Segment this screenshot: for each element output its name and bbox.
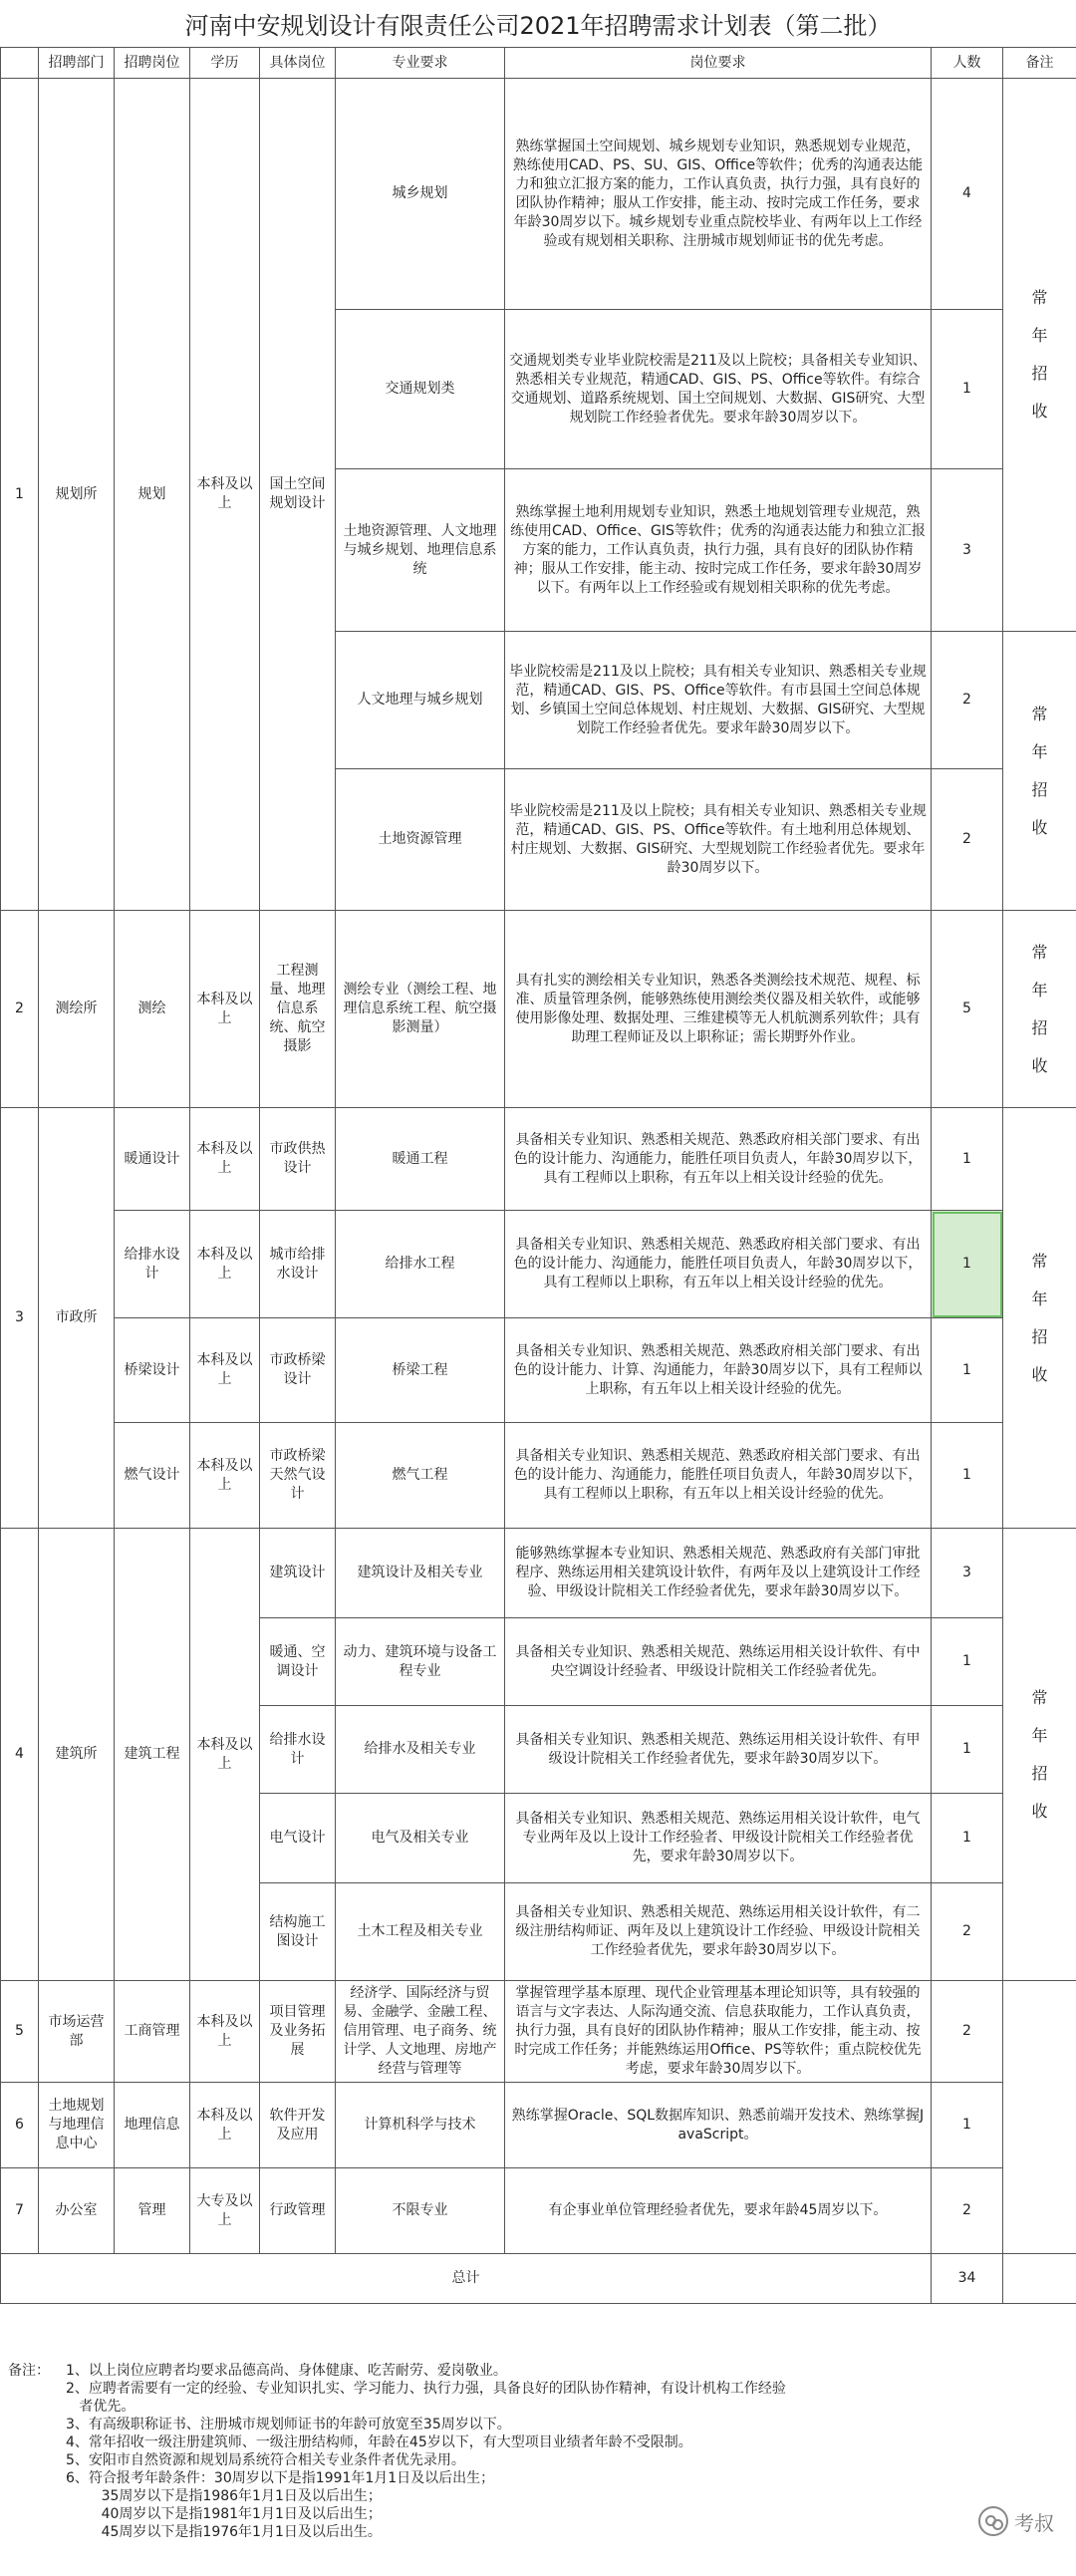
cell-dept: 市场运营部 xyxy=(39,1981,115,2083)
cell-req: 毕业院校需是211及以上院校；具有相关专业知识、熟悉相关专业规范，精通CAD、GIS、PS、Office等软件。有土地利用总体规划、村庄规划、大数据、GIS研究、大型规划院工作经验者优先。要求年龄30周岁以下。 xyxy=(505,769,932,911)
note-line: 2、应聘者需要有一定的经验、专业知识扎实、学习能力、执行力强，具备良好的团队协作精神，有设计机构工作经验 xyxy=(66,2381,786,2397)
cell-dept: 建筑所 xyxy=(39,1529,115,1981)
note-line: 40周岁以下是指1981年1月1日及以后出生； xyxy=(66,2506,382,2522)
cell-req: 熟练掌握土地利用规划专业知识，熟悉土地规划管理专业规范，熟练使用CAD、Office、GIS等软件；优秀的沟通表达能力和独立汇报方案的能力，工作认真负责，执行力强，具有良好的团队协作精神；服从工作安排，能主动、按时完成工作任务，要求年龄30周岁以下。有两年以上工作经验或有规划相关职称的优先考虑。 xyxy=(505,469,932,632)
cell-spec: 建筑设计 xyxy=(260,1529,336,1618)
cell-count-selected[interactable]: 1 xyxy=(932,1211,1003,1318)
cell-count: 2 xyxy=(932,2168,1003,2254)
cell-count: 3 xyxy=(932,1529,1003,1618)
cell-post: 暖通设计 xyxy=(115,1108,190,1211)
cell-count: 1 xyxy=(932,2083,1003,2168)
table-row xyxy=(1,79,1076,310)
cell-count: 2 xyxy=(932,769,1003,911)
header-dept: 招聘部门 xyxy=(39,48,115,79)
watermark-text: 考叔 xyxy=(1014,2510,1054,2535)
table-row xyxy=(1,1529,1076,1618)
header-req: 岗位要求 xyxy=(505,48,932,79)
cell-spec: 软件开发及应用 xyxy=(260,2083,336,2168)
cell-edu: 本科及以上 xyxy=(190,1529,260,1981)
header-spec: 具体岗位 xyxy=(260,48,336,79)
cell-post: 工商管理 xyxy=(115,1981,190,2083)
cell-count: 1 xyxy=(932,1108,1003,1211)
header-post: 招聘岗位 xyxy=(115,48,190,79)
cell-dept: 土地规划与地理信息中心 xyxy=(39,2083,115,2168)
cell-spec: 电气设计 xyxy=(260,1794,336,1883)
note-line: 6、符合报考年龄条件：30周岁以下是指1991年1月1日及以后出生； xyxy=(66,2470,495,2486)
cell-major: 土地资源管理 xyxy=(336,769,505,911)
cell-spec: 给排水设计 xyxy=(260,1706,336,1794)
header-edu: 学历 xyxy=(190,48,260,79)
cell-post: 给排水设计 xyxy=(115,1211,190,1318)
cell-dept: 办公室 xyxy=(39,2168,115,2254)
cell-edu: 本科及以上 xyxy=(190,2083,260,2168)
cell-req: 具备相关专业知识、熟悉相关规范、熟练运用相关设计软件，有二级注册结构师证、两年及以上建筑设计工作经验、甲级设计院相关工作经验者优先，要求年龄30周岁以下。 xyxy=(505,1883,932,1981)
cell-remark xyxy=(1003,911,1076,1108)
header-major: 专业要求 xyxy=(336,48,505,79)
cell-count: 1 xyxy=(932,1618,1003,1706)
wechat-icon xyxy=(978,2506,1008,2536)
recruitment-table-wrapper xyxy=(0,47,1076,2304)
cell-count: 2 xyxy=(932,1981,1003,2083)
cell-spec: 结构施工图设计 xyxy=(260,1883,336,1981)
cell-major: 给排水工程 xyxy=(336,1211,505,1318)
table-row xyxy=(1,1318,1076,1423)
total-remark-empty xyxy=(1003,2254,1076,2304)
cell-spec: 市政桥梁天然气设计 xyxy=(260,1423,336,1529)
note-line: 4、常年招收一级注册建筑师、一级注册结构师，年龄在45岁以下，有大型项目业绩者年龄不受限制。 xyxy=(66,2434,692,2450)
note-line: 35周岁以下是指1986年1月1日及以后出生； xyxy=(66,2488,382,2504)
cell-dept: 测绘所 xyxy=(39,911,115,1108)
table-row xyxy=(1,2083,1076,2168)
cell-remark xyxy=(1003,79,1076,632)
cell-major: 城乡规划 xyxy=(336,79,505,310)
header-remark: 备注 xyxy=(1003,48,1076,79)
cell-major: 交通规划类 xyxy=(336,310,505,469)
table-row xyxy=(1,1108,1076,1211)
cell-major: 人文地理与城乡规划 xyxy=(336,632,505,769)
cell-count: 2 xyxy=(932,1883,1003,1981)
cell-spec: 行政管理 xyxy=(260,2168,336,2254)
total-label: 总计 xyxy=(1,2254,932,2304)
cell-spec: 暖通、空调设计 xyxy=(260,1618,336,1706)
cell-post: 测绘 xyxy=(115,911,190,1108)
cell-count: 3 xyxy=(932,469,1003,632)
cell-edu: 本科及以上 xyxy=(190,1981,260,2083)
cell-req: 具备相关专业知识、熟悉相关规范、熟悉政府相关部门要求、有出色的设计能力、沟通能力，能胜任项目负责人，年龄30周岁以下，具有工程师以上职称，有五年以上相关设计经验的优先。 xyxy=(505,1108,932,1211)
cell-dept: 市政所 xyxy=(39,1108,115,1529)
cell-count: 5 xyxy=(932,911,1003,1108)
cell-dept: 规划所 xyxy=(39,79,115,911)
cell-remark-empty xyxy=(1003,1981,1076,2254)
cell-edu: 本科及以上 xyxy=(190,79,260,911)
remark-text: 常年招收 xyxy=(1031,288,1048,421)
cell-major: 桥梁工程 xyxy=(336,1318,505,1423)
cell-req: 具备相关专业知识、熟悉相关规范、熟练运用相关设计软件、有中央空调设计经验者、甲级设计院相关工作经验者优先。 xyxy=(505,1618,932,1706)
cell-count: 2 xyxy=(932,632,1003,769)
cell-post: 地理信息 xyxy=(115,2083,190,2168)
recruitment-table xyxy=(0,47,1076,2304)
cell-major: 土地资源管理、人文地理与城乡规划、地理信息系统 xyxy=(336,469,505,632)
cell-count: 1 xyxy=(932,1318,1003,1423)
cell-major: 电气及相关专业 xyxy=(336,1794,505,1883)
cell-req: 具有扎实的测绘相关专业知识，熟悉各类测绘技术规范、规程、标准、质量管理条例，能够熟练使用测绘类仪器及相关软件，或能够使用影像处理、数据处理、三维建模等无人机航测系列软件；具有助理工程师证及以上职称证；需长期野外作业。 xyxy=(505,911,932,1108)
cell-major: 不限专业 xyxy=(336,2168,505,2254)
cell-no: 7 xyxy=(1,2168,39,2254)
notes-lines xyxy=(66,2362,982,2541)
cell-count: 4 xyxy=(932,79,1003,310)
cell-remark xyxy=(1003,1529,1076,1981)
cell-req: 具备相关专业知识、熟悉相关规范、熟练运用相关设计软件、有甲级设计院相关工作经验者优先，要求年龄30周岁以下。 xyxy=(505,1706,932,1794)
cell-major: 动力、建筑环境与设备工程专业 xyxy=(336,1618,505,1706)
cell-post: 建筑工程 xyxy=(115,1529,190,1981)
table-row xyxy=(1,1981,1076,2083)
cell-edu: 本科及以上 xyxy=(190,911,260,1108)
cell-req: 具备相关专业知识、熟悉相关规范、熟悉政府相关部门要求、有出色的设计能力、沟通能力，能胜任项目负责人，年龄30周岁以下，具有工程师以上职称，有五年以上相关设计经验的优先。 xyxy=(505,1211,932,1318)
cell-remark xyxy=(1003,1108,1076,1529)
cell-edu: 本科及以上 xyxy=(190,1318,260,1423)
cell-count: 1 xyxy=(932,310,1003,469)
cell-req: 具备相关专业知识、熟悉相关规范、熟悉政府相关部门要求、有出色的设计能力、计算、沟通能力，年龄30周岁以下，具有工程师以上职称，有五年以上相关设计经验的优先。 xyxy=(505,1318,932,1423)
cell-no: 6 xyxy=(1,2083,39,2168)
notes-label: 备注： xyxy=(8,2363,50,2379)
remark-text: 常年招收 xyxy=(1031,942,1048,1075)
cell-req: 具备相关专业知识、熟悉相关规范、熟练运用相关设计软件，电气专业两年及以上设计工作经验者、甲级设计院相关工作经验者优先，要求年龄30周岁以下。 xyxy=(505,1794,932,1883)
cell-edu: 本科及以上 xyxy=(190,1423,260,1529)
cell-no: 4 xyxy=(1,1529,39,1981)
cell-spec: 城市给排水设计 xyxy=(260,1211,336,1318)
cell-req: 熟练掌握国土空间规划、城乡规划专业知识，熟悉规划专业规范，熟练使用CAD、PS、SU、GIS、Office等软件；优秀的沟通表达能力和独立汇报方案的能力，工作认真负责，执行力强，具有良好的团队协作精神；服从工作安排，能主动、按时完成工作任务，要求年龄30周岁以下。城乡规划专业重点院校毕业、有两年以上工作经验或有规划相关职称、注册城市规划师证书的优先考虑。 xyxy=(505,79,932,310)
cell-edu: 本科及以上 xyxy=(190,1108,260,1211)
remark-text: 常年招收 xyxy=(1031,704,1048,837)
cell-no: 1 xyxy=(1,79,39,911)
note-line: 1、以上岗位应聘者均要求品德高尚、身体健康、吃苦耐劳、爱岗敬业。 xyxy=(66,2363,507,2379)
total-row xyxy=(1,2254,1076,2304)
cell-major: 建筑设计及相关专业 xyxy=(336,1529,505,1618)
cell-no: 3 xyxy=(1,1108,39,1529)
remark-text: 常年招收 xyxy=(1031,1687,1048,1821)
cell-spec: 市政供热设计 xyxy=(260,1108,336,1211)
cell-spec: 国土空间规划设计 xyxy=(260,79,336,911)
note-line: 45周岁以下是指1976年1月1日及以后出生。 xyxy=(66,2524,382,2540)
cell-post: 规划 xyxy=(115,79,190,911)
cell-post: 管理 xyxy=(115,2168,190,2254)
cell-edu: 大专及以上 xyxy=(190,2168,260,2254)
remark-text: 常年招收 xyxy=(1031,1251,1048,1384)
cell-major: 燃气工程 xyxy=(336,1423,505,1529)
cell-major: 经济学、国际经济与贸易、金融学、金融工程、信用管理、电子商务、统计学、人文地理、房地产经营与管理等 xyxy=(336,1981,505,2083)
cell-major: 土木工程及相关专业 xyxy=(336,1883,505,1981)
note-line: 者优先。 xyxy=(66,2399,135,2415)
total-count: 34 xyxy=(932,2254,1003,2304)
note-line: 5、安阳市自然资源和规划局系统符合相关专业条件者优先录用。 xyxy=(66,2452,465,2468)
cell-count: 1 xyxy=(932,1423,1003,1529)
cell-count: 1 xyxy=(932,1706,1003,1794)
watermark xyxy=(978,2506,1054,2536)
cell-req: 掌握管理学基本原理、现代企业管理基本理论知识等，具有较强的语言与文字表达、人际沟通交流、信息获取能力，工作认真负责，执行力强，具有良好的团队协作精神；服从工作安排，能主动、按时完成工作任务；并能熟练运用Office、PS等软件；重点院校优先考虑，要求年龄30周岁以下。 xyxy=(505,1981,932,2083)
cell-major: 测绘专业（测绘工程、地理信息系统工程、航空摄影测量） xyxy=(336,911,505,1108)
cell-req: 毕业院校需是211及以上院校；具有相关专业知识、熟悉相关专业规范，精通CAD、GIS、PS、Office等软件。有市县国土空间总体规划、乡镇国土空间总体规划、村庄规划、大数据、GIS研究、大型规划院工作经验者优先。要求年龄30周岁以下。 xyxy=(505,632,932,769)
cell-req: 有企事业单位管理经验者优先，要求年龄45周岁以下。 xyxy=(505,2168,932,2254)
header-no xyxy=(1,48,39,79)
cell-remark xyxy=(1003,632,1076,911)
cell-post: 燃气设计 xyxy=(115,1423,190,1529)
cell-no: 2 xyxy=(1,911,39,1108)
table-row xyxy=(1,1423,1076,1529)
page-title: 河南中安规划设计有限责任公司2021年招聘需求计划表（第二批） xyxy=(184,12,892,40)
table-row xyxy=(1,1211,1076,1318)
header-row xyxy=(1,48,1076,79)
cell-req: 能够熟练掌握本专业知识、熟悉相关规范、熟悉政府有关部门审批程序、熟练运用相关建筑设计软件，有两年及以上建筑设计工作经验、甲级设计院相关工作经验者优先，要求年龄30周岁以下。 xyxy=(505,1529,932,1618)
cell-major: 给排水及相关专业 xyxy=(336,1706,505,1794)
cell-req: 交通规划类专业毕业院校需是211及以上院校；具备相关专业知识、熟悉相关专业规范，精通CAD、GIS、PS、Office等软件。有综合交通规划、道路系统规划、国土空间规划、大数据、GIS研究、大型规划院工作经验者优先。要求年龄30周岁以下。 xyxy=(505,310,932,469)
cell-count: 1 xyxy=(932,1794,1003,1883)
note-line: 3、有高级职称证书、注册城市规划师证书的年龄可放宽至35周岁以下。 xyxy=(66,2417,511,2433)
cell-edu: 本科及以上 xyxy=(190,1211,260,1318)
cell-no: 5 xyxy=(1,1981,39,2083)
table-row xyxy=(1,2168,1076,2254)
cell-req: 具备相关专业知识、熟悉相关规范、熟悉政府相关部门要求、有出色的设计能力、沟通能力，能胜任项目负责人，年龄30周岁以下，具有工程师以上职称，有五年以上相关设计经验的优先。 xyxy=(505,1423,932,1529)
cell-major: 暖通工程 xyxy=(336,1108,505,1211)
cell-spec: 项目管理及业务拓展 xyxy=(260,1981,336,2083)
cell-spec: 市政桥梁设计 xyxy=(260,1318,336,1423)
cell-major: 计算机科学与技术 xyxy=(336,2083,505,2168)
cell-post: 桥梁设计 xyxy=(115,1318,190,1423)
cell-req: 熟练掌握Oracle、SQL数据库知识、熟悉前端开发技术、熟练掌握JavaScript。 xyxy=(505,2083,932,2168)
table-row xyxy=(1,911,1076,1108)
cell-spec: 工程测量、地理信息系统、航空摄影 xyxy=(260,911,336,1108)
header-count: 人数 xyxy=(932,48,1003,79)
